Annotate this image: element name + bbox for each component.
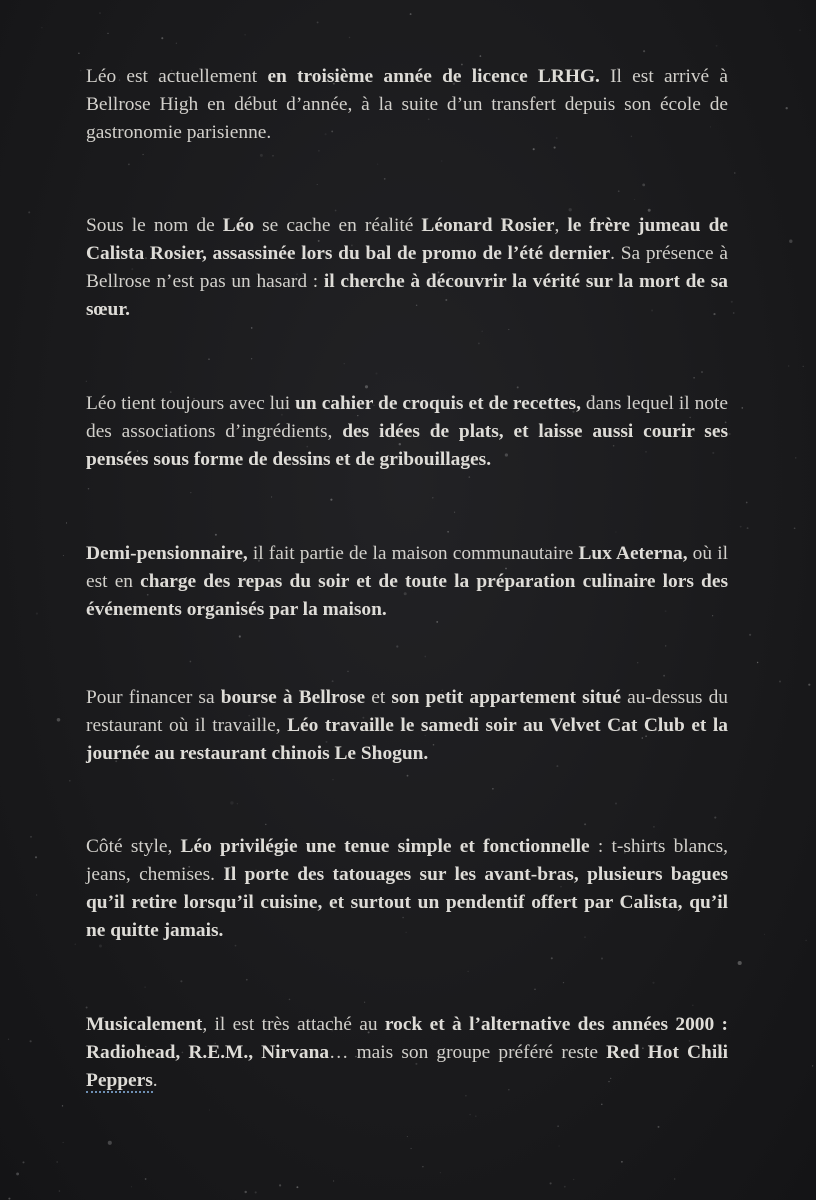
dust-speck: [317, 21, 319, 23]
dust-speck: [475, 1115, 477, 1117]
dust-speck: [88, 488, 89, 489]
dust-speck: [573, 1179, 574, 1180]
dust-speck: [246, 979, 248, 981]
dust-speck: [557, 1125, 558, 1126]
dust-speck: [812, 1065, 813, 1066]
dust-speck: [28, 211, 30, 213]
dust-speck: [244, 1191, 246, 1193]
dust-speck: [143, 154, 144, 155]
dust-speck: [716, 45, 718, 47]
dust-speck: [86, 1007, 88, 1009]
bold-text-segment: charge des repas du soir et de toute la préparation culinaire lors des événements organisés par la maison.: [86, 571, 728, 620]
dust-speck: [441, 160, 443, 162]
dust-speck: [601, 957, 603, 959]
dust-speck: [424, 656, 426, 658]
dust-speck: [693, 377, 695, 379]
dust-speck: [621, 1161, 623, 1163]
dust-speck: [30, 836, 32, 838]
dust-speck: [99, 12, 101, 14]
dust-speck: [658, 1126, 660, 1128]
dust-speck: [740, 526, 742, 528]
dust-speck: [107, 33, 108, 34]
dust-speck: [296, 1186, 298, 1188]
dust-speck: [69, 780, 71, 782]
paragraph-house: [86, 540, 728, 624]
dust-speck: [454, 512, 455, 513]
dust-speck: [272, 155, 274, 157]
dust-speck: [265, 824, 266, 825]
dust-speck: [180, 980, 182, 982]
text-segment: se cache en réalité: [254, 215, 422, 236]
dust-speck: [701, 371, 703, 373]
dust-speck: [318, 150, 319, 151]
bold-text-segment: bourse à Bellrose: [220, 687, 366, 708]
dust-speck: [8, 1039, 9, 1040]
dust-speck: [738, 961, 742, 965]
dust-speck: [128, 164, 130, 166]
text-segment: Léo est actuellement: [86, 66, 268, 87]
dust-speck: [637, 662, 638, 663]
dust-speck: [376, 373, 378, 375]
dust-speck: [251, 358, 252, 359]
dust-speck: [534, 989, 535, 990]
dust-speck: [795, 457, 796, 458]
dust-speck: [365, 385, 368, 388]
dust-speck: [255, 1191, 257, 1193]
bold-text-segment: le frère jumeau de Calista Rosier, assassinée lors du bal de promo de l’été dernier: [86, 215, 728, 264]
dust-speck: [332, 680, 334, 682]
text-segment: dans lequel il note des associations d’ingrédients,: [86, 393, 728, 442]
dust-speck: [279, 1184, 281, 1186]
bold-text-segment: Red Hot Chili: [606, 1042, 728, 1063]
dust-speck: [108, 1141, 112, 1145]
dust-speck: [410, 13, 412, 15]
bold-text-segment: Demi-pensionnaire,: [86, 543, 248, 564]
dust-speck: [729, 433, 731, 435]
dust-speck: [330, 499, 332, 501]
dust-speck: [714, 817, 716, 819]
text-segment: : t-shirts blancs, jeans, chemises.: [86, 836, 728, 885]
dust-speck: [364, 1002, 365, 1003]
dust-speck: [731, 301, 733, 303]
dust-speck: [349, 37, 350, 38]
bold-text-segment: Léo privilégie une tenue simple et fonctionnelle: [180, 836, 590, 857]
dust-speck: [63, 555, 64, 556]
dust-speck: [665, 645, 666, 646]
dust-speck: [615, 531, 616, 532]
dust-speck: [333, 1180, 334, 1181]
dust-speck: [563, 982, 564, 983]
dust-speck: [492, 788, 494, 790]
text-segment: .: [152, 1070, 158, 1091]
dust-speck: [469, 1114, 471, 1116]
dust-speck: [480, 55, 482, 57]
dust-speck: [407, 1136, 408, 1137]
dust-speck: [803, 366, 804, 367]
paragraph-sketchbook: [86, 390, 728, 474]
dust-speck: [41, 27, 42, 28]
bold-text-segment: un cahier de croquis et de recettes,: [295, 393, 581, 414]
dust-speck: [63, 1142, 64, 1143]
text-segment: au-dessus du restaurant où il travaille,: [86, 687, 728, 736]
dust-speck: [550, 1182, 552, 1184]
dust-speck: [131, 1186, 132, 1187]
dust-speck: [36, 894, 37, 895]
dust-speck: [749, 634, 751, 636]
dust-speck: [22, 1161, 24, 1163]
dust-speck: [642, 184, 645, 187]
bold-text-segment: Léo: [222, 215, 255, 236]
text-segment: Côté style,: [86, 836, 181, 857]
dust-speck: [78, 53, 80, 55]
paragraph-music: [86, 1011, 728, 1095]
dust-speck: [208, 358, 210, 360]
dust-speck: [779, 680, 781, 682]
text-segment: Il est arrivé à Bellrose High en début d’année, à la suite d’un transfert depuis son école de gastronomie parisienne.: [86, 66, 728, 143]
dust-speck: [384, 178, 386, 180]
dust-speck: [794, 527, 796, 529]
dust-speck: [747, 527, 749, 529]
dust-speck: [422, 1166, 423, 1167]
dust-speck: [230, 801, 233, 804]
text-segment: et: [365, 687, 392, 708]
dust-speck: [533, 148, 535, 150]
dust-speck: [86, 381, 87, 382]
bold-text-segment: il cherche à découvrir la vérité sur la mort de sa sœur.: [86, 271, 728, 320]
paragraph-style: [86, 833, 728, 945]
dust-speck: [734, 172, 735, 173]
dust-speck: [465, 1095, 467, 1097]
dust-speck: [584, 823, 586, 825]
dust-speck: [209, 1109, 210, 1110]
dust-speck: [481, 331, 483, 333]
dust-speck: [176, 43, 177, 44]
dust-speck: [215, 534, 217, 536]
dust-speck: [432, 497, 433, 498]
dust-speck: [244, 34, 246, 36]
dust-speck: [377, 163, 378, 164]
dust-speck: [145, 1178, 147, 1180]
dust-speck: [478, 342, 480, 344]
dust-speck: [799, 30, 800, 31]
dust-speck: [59, 1190, 61, 1192]
paragraph-identity: [86, 212, 728, 324]
dust-speck: [805, 940, 806, 941]
dust-speck: [757, 662, 758, 663]
bold-text-segment: des idées de plats, et laisse aussi courir ses pensées sous forme de dessins et de gribouillages.: [86, 421, 729, 470]
text-segment: il fait partie de la maison communautaire: [247, 543, 579, 564]
dust-speck: [746, 502, 748, 504]
text-segment: Léo tient toujours avec lui: [86, 393, 296, 414]
bold-text-segment: en troisième année de licence LRHG.: [267, 66, 600, 87]
dust-speck: [663, 675, 665, 677]
dust-speck: [440, 1172, 441, 1173]
dust-speck: [615, 803, 617, 805]
bold-text-segment: rock et à l’alternative des années 2000 : Radiohead, R.E.M., Nirvana: [86, 1014, 728, 1063]
dust-speck: [66, 522, 67, 523]
dust-speck: [347, 671, 349, 673]
dust-speck: [260, 154, 263, 157]
dust-speck: [190, 492, 191, 493]
dust-speck: [251, 327, 253, 329]
dust-speck: [80, 70, 82, 72]
dust-speck: [8, 1198, 10, 1200]
text-segment: Pour financer sa: [86, 687, 221, 708]
dust-speck: [551, 957, 553, 959]
dust-speck: [332, 779, 334, 781]
dust-speck: [634, 199, 635, 200]
dust-speck: [35, 856, 37, 858]
text-segment: … mais son groupe préféré reste: [329, 1042, 607, 1063]
dust-speck: [396, 645, 398, 647]
dust-speck: [692, 1005, 693, 1006]
text-segment: . Sa présence à Bellrose n’est pas un hasard :: [86, 243, 728, 292]
bold-text-segment: Peppers: [86, 1070, 153, 1091]
dust-speck: [447, 531, 449, 533]
dust-speck: [289, 999, 291, 1001]
dust-speck: [601, 1104, 602, 1105]
dust-speck: [235, 945, 237, 947]
bold-text-segment: son petit appartement situé: [391, 687, 621, 708]
dust-speck: [786, 107, 788, 109]
dust-speck: [789, 240, 792, 243]
text-segment: où il est en: [86, 543, 728, 592]
dust-speck: [764, 934, 765, 935]
dust-speck: [564, 1186, 566, 1188]
paragraph-studies: [86, 63, 728, 147]
dust-speck: [653, 826, 655, 828]
text-segment: , il est très attaché au: [202, 1014, 385, 1035]
dust-speck: [569, 208, 572, 211]
dust-speck: [57, 718, 61, 722]
dust-speck: [559, 1145, 560, 1146]
dust-speck: [652, 982, 654, 984]
dust-speck: [271, 496, 272, 497]
dust-speck: [75, 944, 76, 945]
dust-speck: [62, 1105, 63, 1106]
dust-speck: [317, 184, 318, 185]
dust-speck: [467, 971, 468, 972]
bold-text-segment: Musicalement: [86, 1014, 203, 1035]
bold-text-segment: Léonard Rosier: [421, 215, 555, 236]
dust-speck: [190, 661, 192, 663]
dust-speck: [36, 613, 38, 615]
bold-text-segment: Léo travaille le samedi soir au Velvet Cat Club et la journée au restaurant chinois Le Shogun.: [86, 715, 728, 764]
paragraph-jobs: [86, 684, 728, 768]
dust-speck: [788, 365, 789, 366]
dust-speck: [237, 803, 238, 804]
dust-speck: [674, 1178, 675, 1179]
dust-speck: [16, 1172, 19, 1175]
bold-text-segment: Lux Aeterna,: [578, 543, 688, 564]
bold-text-segment: Il porte des tatouages sur les avant-bras, plusieurs bagues qu’il retire lorsqu’il cuisine, et surtout un pendentif offert par Calista, qu’il ne quitte jamais.: [86, 864, 728, 941]
dust-speck: [643, 50, 645, 52]
dust-speck: [808, 684, 810, 686]
text-segment: Sous le nom de: [86, 215, 223, 236]
dust-speck: [161, 37, 163, 39]
text-segment: ,: [554, 215, 568, 236]
dust-speck: [618, 190, 620, 192]
dust-speck: [407, 775, 409, 777]
dust-speck: [344, 363, 345, 364]
dust-speck: [508, 329, 509, 330]
dust-speck: [410, 1148, 411, 1149]
dust-speck: [30, 1040, 32, 1042]
dust-speck: [469, 476, 471, 478]
dust-speck: [517, 386, 519, 388]
dust-speck: [733, 312, 735, 314]
dust-speck: [741, 407, 743, 409]
dust-speck: [239, 635, 241, 637]
dust-speck: [144, 986, 145, 987]
dust-speck: [56, 1161, 58, 1163]
